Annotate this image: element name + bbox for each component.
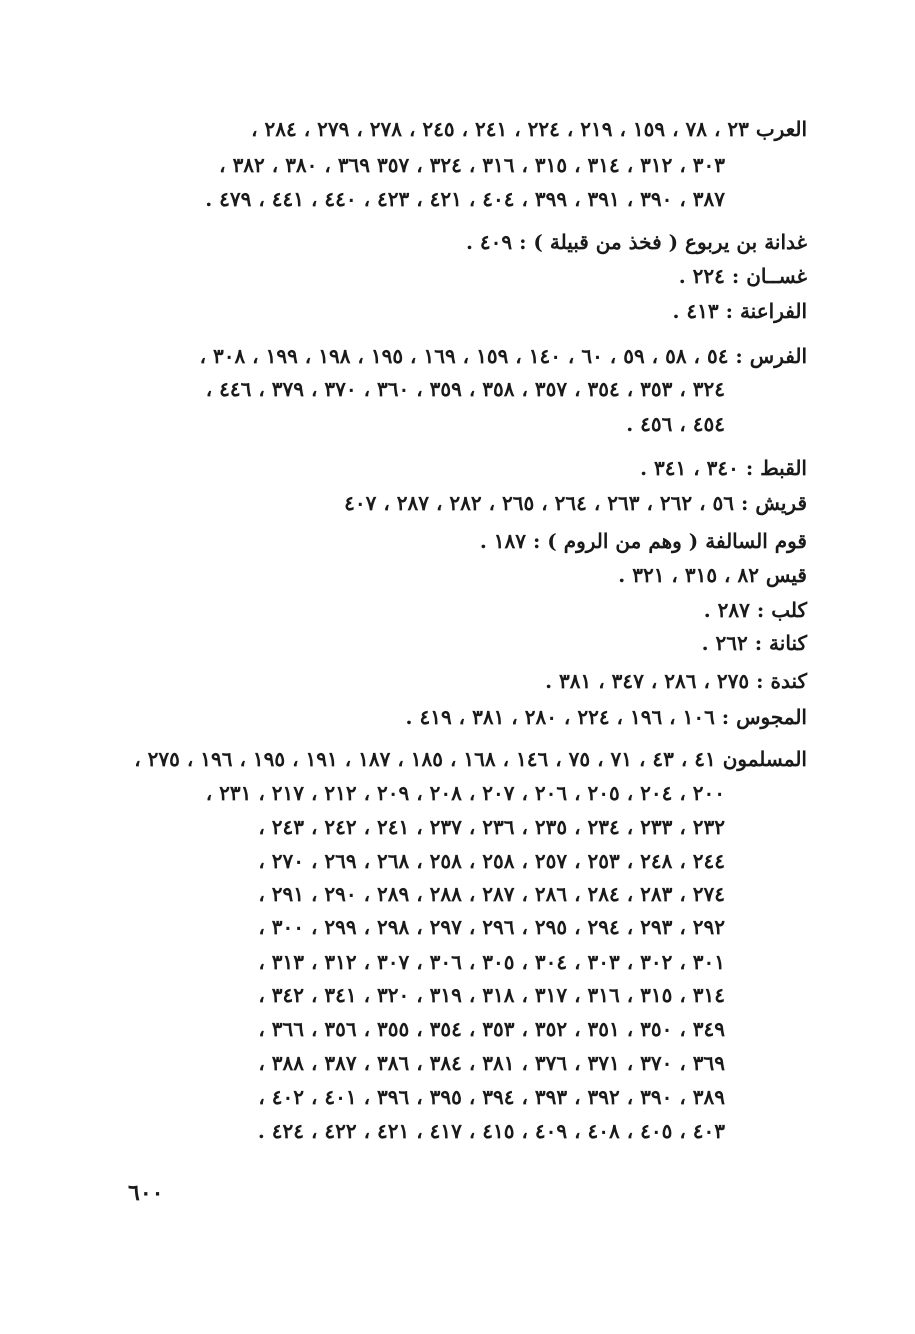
entry-muslims-line-7: ٣٠١ ، ٣٠٢ ، ٣٠٣ ، ٣٠٤ ، ٣٠٥ ، ٣٠٦ ، ٣٠٧ ، ٣١٢ ، ٣١٣ ، — [258, 950, 725, 974]
entry-persians-line-3: ٤٥٤ ، ٤٥٦ . — [626, 412, 725, 436]
entry-magians: المجوس : ١٠٦ ، ١٩٦ ، ٢٢٤ ، ٢٨٠ ، ٣٨١ ، ٤١٩ . — [405, 705, 807, 729]
entry-muslims-line-6: ٢٩٢ ، ٢٩٣ ، ٢٩٤ ، ٢٩٥ ، ٢٩٦ ، ٢٩٧ ، ٢٩٨ ، ٢٩٩ ، ٣٠٠ ، — [258, 915, 725, 939]
entry-muslims-line-8: ٣١٤ ، ٣١٥ ، ٣١٦ ، ٣١٧ ، ٣١٨ ، ٣١٩ ، ٣٢٠ ، ٣٤١ ، ٣٤٢ ، — [258, 983, 725, 1007]
entry-kinana: كنانة : ٢٦٢ . — [701, 631, 807, 655]
entry-muslims-line-1: المسلمون ٤١ ، ٤٣ ، ٧١ ، ٧٥ ، ١٤٦ ، ١٦٨ ، ١٨٥ ، ١٨٧ ، ١٩١ ، ١٩٥ ، ١٩٦ ، ٢٧٥ ، — [134, 747, 807, 771]
entry-pharaohs: الفراعنة : ٤١٣ . — [672, 299, 807, 323]
entry-people-of-salifa: قوم السالفة ( وهم من الروم ) : ١٨٧ . — [479, 529, 807, 553]
entry-kinda: كندة : ٢٧٥ ، ٢٨٦ ، ٣٤٧ ، ٣٨١ . — [545, 669, 807, 693]
entry-copts: القبط : ٣٤٠ ، ٣٤١ . — [640, 456, 807, 480]
entry-ghassan: غســان : ٢٢٤ . — [678, 264, 807, 288]
entry-persians-line-1: الفرس : ٥٤ ، ٥٨ ، ٥٩ ، ٦٠ ، ١٤٠ ، ١٥٩ ، ١٦٩ ، ١٩٥ ، ١٩٨ ، ١٩٩ ، ٣٠٨ ، — [199, 344, 807, 368]
entry-muslims-line-4: ٢٤٤ ، ٢٤٨ ، ٢٥٣ ، ٢٥٧ ، ٢٥٨ ، ٢٥٨ ، ٢٦٨ ، ٢٦٩ ، ٢٧٠ ، — [258, 849, 725, 873]
entry-muslims-line-2: ٢٠٠ ، ٢٠٤ ، ٢٠٥ ، ٢٠٦ ، ٢٠٧ ، ٢٠٨ ، ٢٠٩ ، ٢١٢ ، ٢١٧ ، ٢٣١ ، — [205, 781, 725, 805]
entry-muslims-line-9: ٣٤٩ ، ٣٥٠ ، ٣٥١ ، ٣٥٢ ، ٣٥٣ ، ٣٥٤ ، ٣٥٥ ، ٣٥٦ ، ٣٦٦ ، — [258, 1017, 725, 1041]
page-number: ٦٠٠ — [128, 1180, 164, 1206]
entry-arabs-line-1: العرب ٢٣ ، ٧٨ ، ١٥٩ ، ٢١٩ ، ٢٢٤ ، ٢٤١ ، ٢٤٥ ، ٢٧٨ ، ٢٧٩ ، ٢٨٤ ، — [251, 117, 807, 141]
entry-persians-line-2: ٣٢٤ ، ٣٥٣ ، ٣٥٤ ، ٣٥٧ ، ٣٥٨ ، ٣٥٩ ، ٣٦٠ ، ٣٧٠ ، ٣٧٩ ، ٤٤٦ ، — [205, 377, 725, 401]
entry-muslims-line-3: ٢٣٢ ، ٢٣٣ ، ٢٣٤ ، ٢٣٥ ، ٢٣٦ ، ٢٣٧ ، ٢٤١ ، ٢٤٢ ، ٢٤٣ ، — [258, 815, 725, 839]
entry-kalb: كلب : ٢٨٧ . — [703, 598, 807, 622]
entry-qays: قيس ٨٢ ، ٣١٥ ، ٣٢١ . — [618, 563, 807, 587]
entry-ghudana: غدانة بن يربوع ( فخذ من قبيلة ) : ٤٠٩ . — [465, 230, 807, 254]
entry-muslims-line-5: ٢٧٤ ، ٢٨٣ ، ٢٨٤ ، ٢٨٦ ، ٢٨٧ ، ٢٨٨ ، ٢٨٩ ، ٢٩٠ ، ٢٩١ ، — [258, 882, 725, 906]
entry-muslims-line-10: ٣٦٩ ، ٣٧٠ ، ٣٧١ ، ٣٧٦ ، ٣٨١ ، ٣٨٤ ، ٣٨٦ ، ٣٨٧ ، ٣٨٨ ، — [258, 1051, 725, 1075]
entry-muslims-line-12: ٤٠٣ ، ٤٠٥ ، ٤٠٨ ، ٤٠٩ ، ٤١٥ ، ٤١٧ ، ٤٢١ ، ٤٢٢ ، ٤٢٤ . — [257, 1119, 725, 1143]
entry-arabs-line-2: ٣٠٣ ، ٣١٢ ، ٣١٤ ، ٣١٥ ، ٣١٦ ، ٣٢٤ ، ٣٥٧ ٣٦٩ ، ٣٨٠ ، ٣٨٢ ، — [219, 153, 725, 177]
entry-quraysh: قريش : ٥٦ ، ٢٦٢ ، ٢٦٣ ، ٢٦٤ ، ٢٦٥ ، ٢٨٢ ، ٢٨٧ ، ٤٠٧ — [344, 491, 807, 515]
entry-arabs-line-3: ٣٨٧ ، ٣٩٠ ، ٣٩١ ، ٣٩٩ ، ٤٠٤ ، ٤٢١ ، ٤٢٣ ، ٤٤٠ ، ٤٤١ ، ٤٧٩ . — [205, 187, 725, 211]
entry-muslims-line-11: ٣٨٩ ، ٣٩٠ ، ٣٩٢ ، ٣٩٣ ، ٣٩٤ ، ٣٩٥ ، ٣٩٦ ، ٤٠١ ، ٤٠٢ ، — [258, 1085, 725, 1109]
